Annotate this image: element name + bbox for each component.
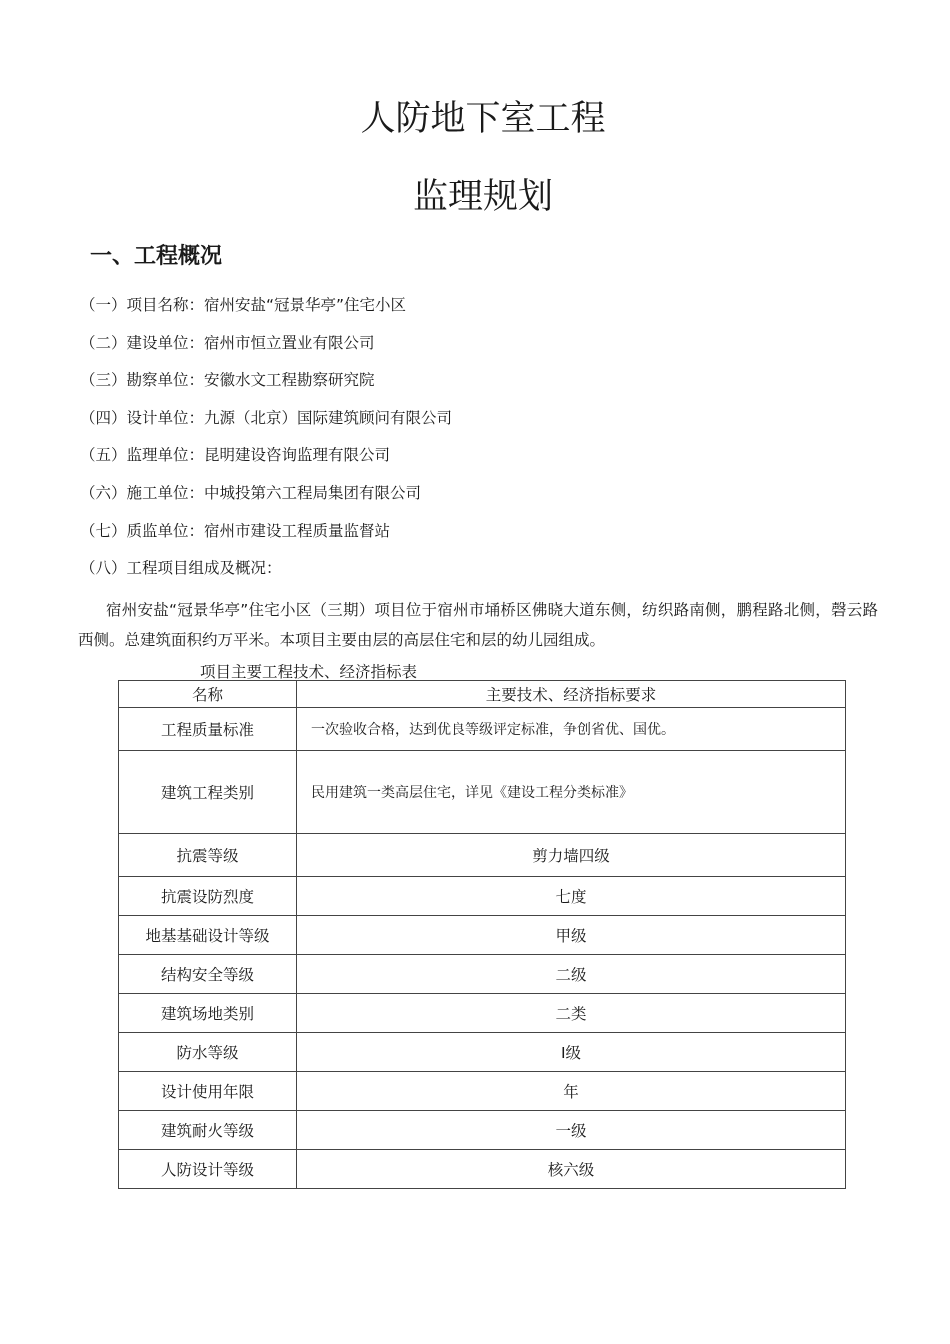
- table-row: [119, 1072, 846, 1111]
- row-value: 民用建筑一类高层住宅，详见《建设工程分类标准》: [297, 751, 846, 834]
- row-name: 抗震设防烈度: [119, 877, 297, 916]
- row-name: 防水等级: [119, 1033, 297, 1072]
- document-title: 人防地下室工程: [360, 99, 606, 139]
- table-caption: 项目主要工程技术、经济指标表: [200, 663, 418, 681]
- row-name: 建筑耐火等级: [119, 1111, 297, 1150]
- table-row: [119, 834, 846, 877]
- info-item-survey: （三）勘察单位：安徽水文工程勘察研究院: [80, 371, 375, 390]
- header-name: 名称: [119, 681, 297, 708]
- table-row: [119, 1033, 846, 1072]
- table-row: [119, 994, 846, 1033]
- table-row: [119, 916, 846, 955]
- section-heading: 一、工程概况: [90, 244, 223, 269]
- project-info-list: [80, 295, 452, 596]
- row-name: 设计使用年限: [119, 1072, 297, 1111]
- row-value: 剪力墙四级: [297, 834, 846, 877]
- row-value: 七度: [297, 877, 846, 916]
- document-subtitle: 监理规划: [412, 177, 553, 217]
- row-name: 工程质量标准: [119, 708, 297, 751]
- info-item-quality: （七）质监单位：宿州市建设工程质量监督站: [80, 521, 391, 540]
- info-item-owner: （二）建设单位：宿州市恒立置业有限公司: [80, 333, 375, 352]
- row-name: 建筑工程类别: [119, 751, 297, 834]
- project-description: 宿州安盐“冠景华亭”住宅小区（三期）项目位于宿州市埇桥区佛晓大道东侧，纺织路南侧，鹏程路北侧，磬云路西侧。总建筑面积约万平米。本项目主要由层的高层住宅和层的幼儿园组成。: [78, 601, 878, 649]
- table-row: [119, 751, 846, 834]
- row-name: 抗震等级: [119, 834, 297, 877]
- info-item-construction: （六）施工单位：中城投第六工程局集团有限公司: [80, 483, 422, 502]
- table-row: [119, 877, 846, 916]
- info-item-design: （四）设计单位：九源（北京）国际建筑顾问有限公司: [80, 408, 453, 427]
- table-header-row: [119, 681, 846, 708]
- row-name: 结构安全等级: [119, 955, 297, 994]
- row-value: 二类: [297, 994, 846, 1033]
- row-value: 核六级: [297, 1150, 846, 1189]
- row-value: 一次验收合格，达到优良等级评定标准，争创省优、国优。: [297, 708, 846, 751]
- table-row: [119, 1150, 846, 1189]
- row-name: 建筑场地类别: [119, 994, 297, 1033]
- row-name: 人防设计等级: [119, 1150, 297, 1189]
- specs-table: [118, 680, 846, 1189]
- info-item-supervision: （五）监理单位：昆明建设咨询监理有限公司: [80, 446, 391, 465]
- row-value: Ⅰ级: [297, 1033, 846, 1072]
- info-item-composition: （八）工程项目组成及概况：: [80, 559, 282, 578]
- info-item-project-name: （一）项目名称：宿州安盐“冠景华亭”住宅小区: [80, 296, 407, 314]
- row-value: 一级: [297, 1111, 846, 1150]
- row-value: 二级: [297, 955, 846, 994]
- table-row: [119, 955, 846, 994]
- row-value: 甲级: [297, 916, 846, 955]
- table-row: [119, 1111, 846, 1150]
- header-value: 主要技术、经济指标要求: [297, 681, 846, 708]
- table-row: [119, 708, 846, 751]
- row-value: 年: [297, 1072, 846, 1111]
- row-name: 地基基础设计等级: [119, 916, 297, 955]
